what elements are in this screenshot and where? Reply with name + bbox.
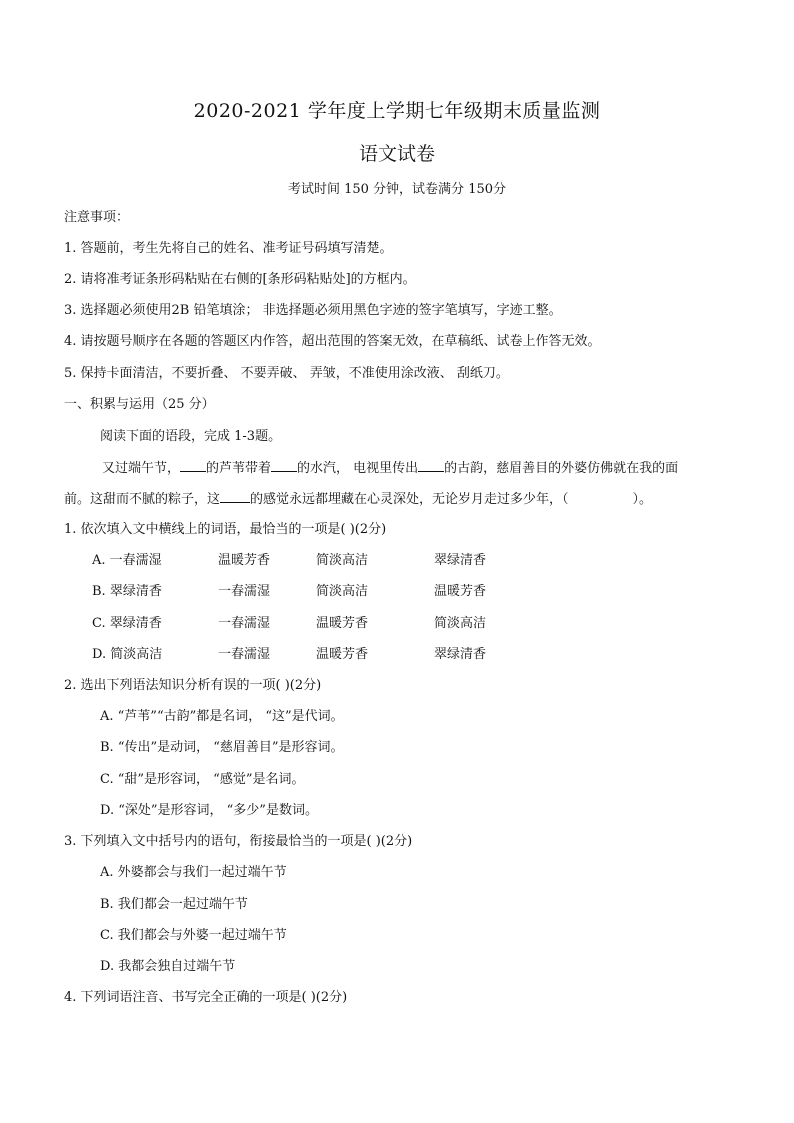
passage-line-2	[64, 490, 652, 509]
note-item: 5. 保持卡面清洁，不要折叠、 不要弄破、 弄皱，不准使用涂改液、 刮纸刀。	[64, 366, 509, 381]
passage-text: 的水汽， 电视里传出	[297, 461, 419, 476]
question-1-option-b	[92, 583, 532, 601]
note-item: 4. 请按题号顺序在各题的答题区内作答，超出范围的答案无效，在草稿纸、试卷上作答无效。	[64, 334, 601, 349]
option-word: 简淡高洁	[316, 553, 369, 568]
question-2-stem: 2. 选出下列语法知识分析有误的一项( )(2分)	[64, 678, 322, 693]
blank-line	[418, 459, 444, 472]
passage-text: ）。	[632, 492, 653, 507]
option-word: 翠绿清香	[434, 647, 487, 662]
notes-heading: 注意事项：	[64, 210, 130, 225]
option-word: C. 翠绿清香	[92, 616, 162, 631]
blank-line	[271, 459, 297, 472]
question-2-option: B. “传出”是动词， “慈眉善目”是形容词。	[100, 740, 344, 755]
question-2-option: D. “深处”是形容词， “多少”是数词。	[100, 803, 318, 818]
question-1-option-d	[92, 646, 532, 664]
question-1-option-c	[92, 615, 532, 633]
question-1-stem: 1. 依次填入文中横线上的词语，最恰当的一项是( )(2分)	[64, 522, 387, 537]
section-instruction: 阅读下面的语段，完成 1-3题。	[100, 429, 282, 444]
option-word: 一春濡湿	[218, 616, 271, 631]
blank-line	[180, 459, 206, 472]
exam-info: 考试时间 150 分钟，试卷满分 150分	[287, 182, 507, 197]
option-word: 简淡高洁	[434, 616, 487, 631]
option-word: 一春濡湿	[218, 584, 271, 599]
option-word: 温暖芳香	[316, 647, 369, 662]
passage-text: 前。这甜而不腻的粽子，这	[64, 492, 221, 507]
question-1-option-a	[92, 552, 532, 570]
note-item: 1. 答题前，考生先将自己的姓名、准考证号码填写清楚。	[64, 241, 393, 256]
question-3-option: A. 外婆都会与我们一起过端午节	[100, 865, 287, 880]
note-item: 2. 请将准考证条形码粘贴在右侧的[条形码粘贴处]的方框内。	[64, 272, 416, 287]
question-2-option: A. “芦苇”“古韵”都是名词， “这”是代词。	[100, 709, 344, 724]
option-word: 一春濡湿	[218, 647, 271, 662]
question-4-stem: 4. 下列词语注音、书写完全正确的一项是( )(2分)	[64, 990, 348, 1005]
question-3-stem: 3. 下列填入文中括号内的语句，衔接最恰当的一项是( )(2分)	[64, 834, 413, 849]
option-word: 温暖芳香	[434, 584, 487, 599]
option-word: 简淡高洁	[316, 584, 369, 599]
passage-line-1	[102, 459, 678, 478]
option-word: 翠绿清香	[434, 553, 487, 568]
question-3-option: B. 我们都会一起过端午节	[100, 897, 248, 912]
blank-line	[220, 490, 250, 503]
option-word: D. 简淡高洁	[92, 647, 163, 662]
passage-text: 的芦苇带着	[206, 461, 272, 476]
option-word: B. 翠绿清香	[92, 584, 162, 599]
option-word: A. 一春濡湿	[92, 553, 162, 568]
note-item: 3. 选择题必须使用2B 铅笔填涂； 非选择题必须用黑色字迹的签字笔填写，字迹工整。	[64, 303, 562, 318]
question-3-option: D. 我都会独自过端午节	[100, 959, 236, 974]
page-subtitle: 语文试卷	[358, 143, 435, 165]
question-2-option: C. “甜”是形容词， “感觉”是名词。	[100, 772, 305, 787]
page-title: 2020-2021 学年度上学期七年级期末质量监测	[193, 100, 601, 122]
question-3-option: C. 我们都会与外婆一起过端午节	[100, 928, 287, 943]
option-word: 温暖芳香	[316, 616, 369, 631]
option-word: 温暖芳香	[218, 553, 271, 568]
passage-text: 又过端午节，	[102, 461, 181, 476]
passage-text: 的古韵，慈眉善目的外婆仿佛就在我的面	[444, 461, 679, 476]
passage-text: 的感觉永远都埋藏在心灵深处，无论岁月走过多少年，（	[250, 492, 569, 507]
section-heading: 一、积累与运用（25 分）	[64, 397, 215, 412]
